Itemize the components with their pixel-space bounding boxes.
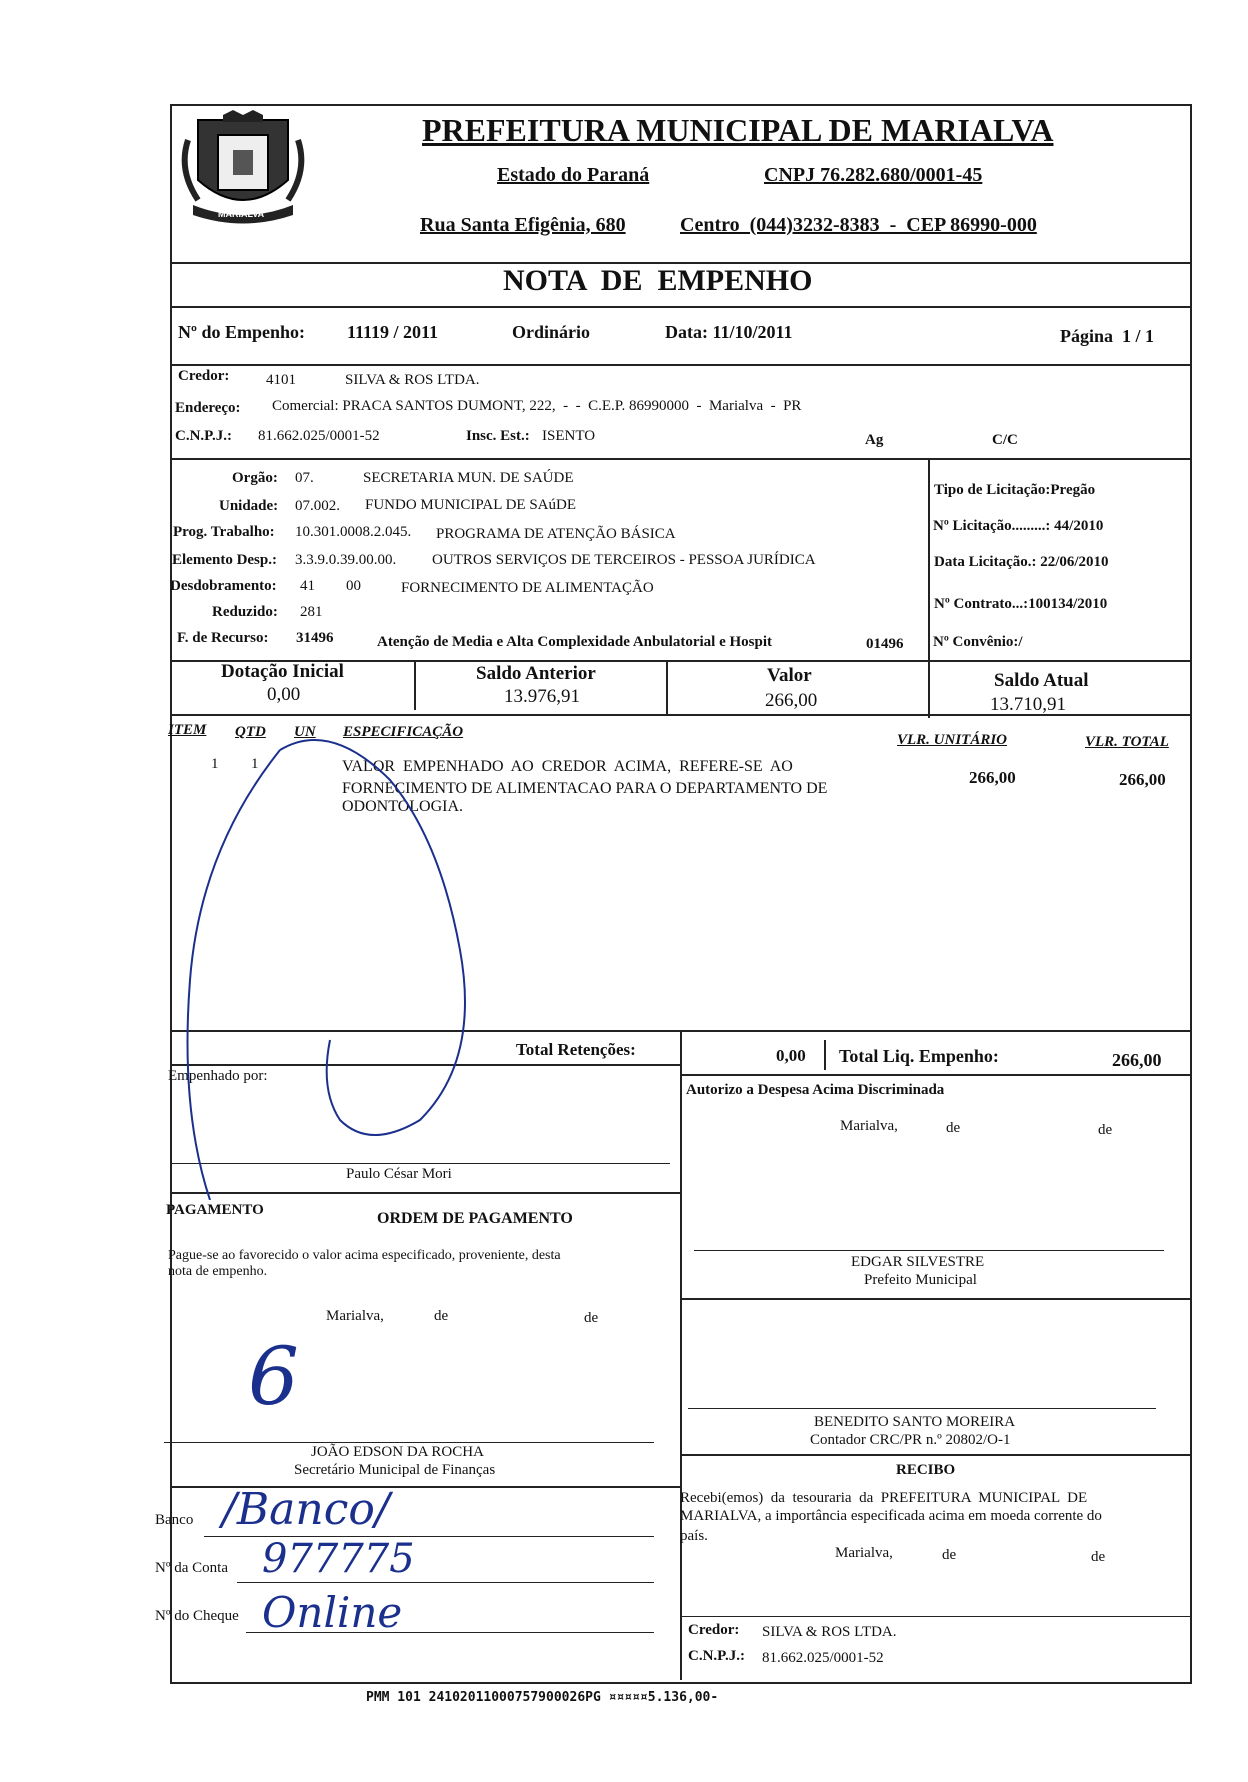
recibo-de2: de <box>1091 1549 1106 1565</box>
cnpj-label: C.N.P.J.: <box>175 428 232 444</box>
conta-label: Nº da Conta <box>155 1560 228 1576</box>
divider <box>682 1454 1190 1456</box>
item-number: 1 <box>211 756 219 772</box>
handwritten-stroke <box>160 730 500 1200</box>
item-desc-line3: ODONTOLOGIA. <box>342 798 464 815</box>
municipal-crest <box>178 110 308 228</box>
endereco-value: Comercial: PRACA SANTOS DUMONT, 222, - - C.E.P. 86990000 - Marialva - PR <box>272 398 802 414</box>
prefeitura-cnpj: CNPJ 76.282.680/0001-45 <box>764 164 983 186</box>
licitacao-data: Data Licitação.: 22/06/2010 <box>934 554 1109 570</box>
recibo-text-1: Recebi(emos) da tesouraria da PREFEITURA MUNICIPAL DE <box>680 1490 1088 1506</box>
autorizo-city: Marialva, <box>840 1118 898 1134</box>
recibo-text-2: MARIALVA, a importância especificada acima em moeda corrente do <box>680 1508 1102 1524</box>
elemento-name: OUTROS SERVIÇOS DE TERCEIROS - PESSOA JURÍDICA <box>432 552 816 568</box>
reduzido-label: Reduzido: <box>212 604 278 620</box>
autorizo-de1: de <box>946 1120 961 1136</box>
item-qtd: 1 <box>251 756 259 772</box>
prog-code: 10.301.0008.2.045. <box>295 524 412 540</box>
credor-label: Credor: <box>178 368 230 384</box>
recibo-credor-name: SILVA & ROS LTDA. <box>762 1624 897 1640</box>
contador-name: BENEDITO SANTO MOREIRA <box>814 1414 1016 1430</box>
divider <box>928 660 930 718</box>
dotacao-inicial-label: Dotação Inicial <box>221 661 344 682</box>
recurso-number: 01496 <box>866 636 904 652</box>
crest-ribbon-text: MARIALVA <box>218 209 265 219</box>
total-liquido-value: 266,00 <box>1112 1050 1162 1070</box>
prefeito-name: EDGAR SILVESTRE <box>851 1254 985 1270</box>
orgao-code: 07. <box>295 470 314 486</box>
valor-label: Valor <box>767 665 812 686</box>
recurso-name: Atenção de Media e Alta Complexidade Anbulatorial e Hospit <box>377 634 772 650</box>
divider <box>680 1066 682 1680</box>
saldo-atual-value: 13.710,91 <box>990 694 1066 715</box>
total-retencoes-value: 0,00 <box>776 1046 806 1065</box>
saldo-anterior-value: 13.976,91 <box>504 686 580 707</box>
pagamento-de1: de <box>434 1308 449 1324</box>
unidade-label: Unidade: <box>219 498 279 514</box>
pagamento-label: PAGAMENTO <box>166 1202 264 1218</box>
banco-label: Banco <box>155 1512 194 1528</box>
address-contact: Centro (044)3232-8383 - CEP 86990-000 <box>680 214 1037 236</box>
autorizo-de2: de <box>1098 1122 1113 1138</box>
empenhado-por-label: Empenhado por: <box>168 1068 268 1084</box>
divider <box>928 458 930 662</box>
saldo-anterior-label: Saldo Anterior <box>476 663 596 684</box>
empenho-date: Data: 11/10/2011 <box>665 322 793 342</box>
licitacao-tipo: Tipo de Licitação:Pregão <box>934 482 1096 498</box>
recibo-de1: de <box>942 1547 957 1563</box>
item-total-value: 266,00 <box>1119 770 1166 789</box>
recibo-title: RECIBO <box>896 1462 956 1478</box>
page-number: Página 1 / 1 <box>1060 326 1155 346</box>
empenho-number-label: Nº do Empenho: <box>178 322 305 342</box>
divider <box>170 714 1190 716</box>
handwritten-cheque: Online <box>262 1588 403 1637</box>
unidade-code: 07.002. <box>295 498 340 514</box>
signature-line <box>694 1250 1164 1251</box>
col-un: UN <box>294 724 316 740</box>
divider <box>170 458 1190 460</box>
col-vlr-unitario: VLR. UNITÁRIO <box>897 732 1008 748</box>
orgao-label: Orgão: <box>232 470 278 486</box>
cc-label: C/C <box>992 432 1018 448</box>
elemento-label: Elemento Desp.: <box>172 552 277 568</box>
recibo-cnpj-label: C.N.P.J.: <box>688 1648 745 1664</box>
empenho-number: 11119 / 2011 <box>347 322 439 342</box>
licitacao-numero: Nº Licitação.........: 44/2010 <box>933 518 1104 534</box>
insc-label: Insc. Est.: <box>466 428 530 444</box>
desdobramento-b: 00 <box>346 578 361 594</box>
recibo-text-3: país. <box>680 1528 708 1544</box>
prog-name: PROGRAMA DE ATENÇÃO BÁSICA <box>436 526 676 542</box>
street-address: Rua Santa Efigênia, 680 <box>420 214 626 236</box>
pagamento-text-2: nota de empenho. <box>168 1264 268 1279</box>
ordem-pagamento-title: ORDEM DE PAGAMENTO <box>377 1210 573 1227</box>
recurso-label: F. de Recurso: <box>177 630 269 646</box>
divider <box>682 1298 1190 1300</box>
handwritten-banco: /Banco/ <box>222 1484 390 1535</box>
endereco-label: Endereço: <box>175 400 241 416</box>
conta-line <box>237 1582 654 1583</box>
empenhado-por-name: Paulo César Mori <box>346 1166 452 1182</box>
pagamento-text-1: Pague-se ao favorecido o valor acima especificado, proveniente, desta <box>168 1248 561 1263</box>
recibo-cnpj: 81.662.025/0001-52 <box>762 1650 884 1666</box>
desdobramento-label: Desdobramento: <box>170 578 277 594</box>
desdobramento-a: 41 <box>300 578 315 594</box>
valor-value: 266,00 <box>765 690 818 711</box>
contrato-numero: Nº Contrato...:100134/2010 <box>934 596 1108 612</box>
recibo-credor-label: Credor: <box>688 1622 740 1638</box>
col-especificacao: ESPECIFICAÇÃO <box>343 724 464 740</box>
divider <box>170 306 1190 308</box>
handwritten-initial: 6 <box>248 1330 299 1423</box>
desdobramento-name: FORNECIMENTO DE ALIMENTAÇÃO <box>401 580 654 596</box>
signature-line <box>164 1442 654 1443</box>
unidade-name: FUNDO MUNICIPAL DE SAúDE <box>365 497 576 513</box>
col-item: ITEM <box>168 722 207 738</box>
dotacao-inicial-value: 0,00 <box>267 684 301 705</box>
prefeito-role: Prefeito Municipal <box>864 1272 977 1288</box>
page-title: PREFEITURA MUNICIPAL DE MARIALVA <box>422 112 1054 148</box>
col-vlr-total: VLR. TOTAL <box>1085 734 1169 750</box>
cheque-label: Nº do Cheque <box>155 1608 239 1624</box>
footer-code: PMM 101 24102011000757900026PG ¤¤¤¤¤5.136,00- <box>366 1690 719 1705</box>
convenio-numero: Nº Convênio:/ <box>933 634 1023 650</box>
secretario-name: JOÃO EDSON DA ROCHA <box>311 1444 484 1460</box>
signature-line <box>688 1408 1156 1409</box>
handwritten-conta: 977775 <box>262 1536 415 1582</box>
ag-label: Ag <box>865 432 884 448</box>
credor-code: 4101 <box>266 372 296 388</box>
total-liquido-label: Total Liq. Empenho: <box>839 1046 999 1066</box>
reduzido-value: 281 <box>300 604 323 620</box>
divider <box>824 1040 826 1070</box>
secretario-role: Secretário Municipal de Finanças <box>294 1462 496 1478</box>
divider <box>682 1074 1190 1076</box>
saldo-atual-label: Saldo Atual <box>994 670 1089 691</box>
credor-name: SILVA & ROS LTDA. <box>345 372 480 388</box>
empenho-type: Ordinário <box>512 322 591 342</box>
autorizo-label: Autorizo a Despesa Acima Discriminada <box>686 1082 945 1098</box>
signature-line <box>680 1616 1190 1617</box>
divider <box>170 364 1190 366</box>
recibo-city: Marialva, <box>835 1545 893 1561</box>
prog-label: Prog. Trabalho: <box>173 524 275 540</box>
col-qtd: QTD <box>235 724 266 740</box>
pagamento-city: Marialva, <box>326 1308 384 1324</box>
credor-cnpj: 81.662.025/0001-52 <box>258 428 380 444</box>
orgao-name: SECRETARIA MUN. DE SAÚDE <box>363 470 574 486</box>
doc-title: NOTA DE EMPENHO <box>503 264 813 297</box>
pagamento-de2: de <box>584 1310 599 1326</box>
insc-value: ISENTO <box>542 428 596 444</box>
divider <box>414 660 416 710</box>
elemento-code: 3.3.9.0.39.00.00. <box>295 552 397 568</box>
item-unit-value: 266,00 <box>969 768 1016 787</box>
state-label: Estado do Paraná <box>497 164 650 186</box>
item-desc-line1: VALOR EMPENHADO AO CREDOR ACIMA, REFERE-SE AO <box>342 758 793 775</box>
total-retencoes-label: Total Retenções: <box>516 1040 636 1059</box>
divider <box>666 660 668 714</box>
item-desc-line2: FORNECIMENTO DE ALIMENTACAO PARA O DEPARTAMENTO DE <box>342 780 828 797</box>
recurso-code: 31496 <box>296 630 334 646</box>
contador-role: Contador CRC/PR n.º 20802/O-1 <box>810 1432 1011 1448</box>
